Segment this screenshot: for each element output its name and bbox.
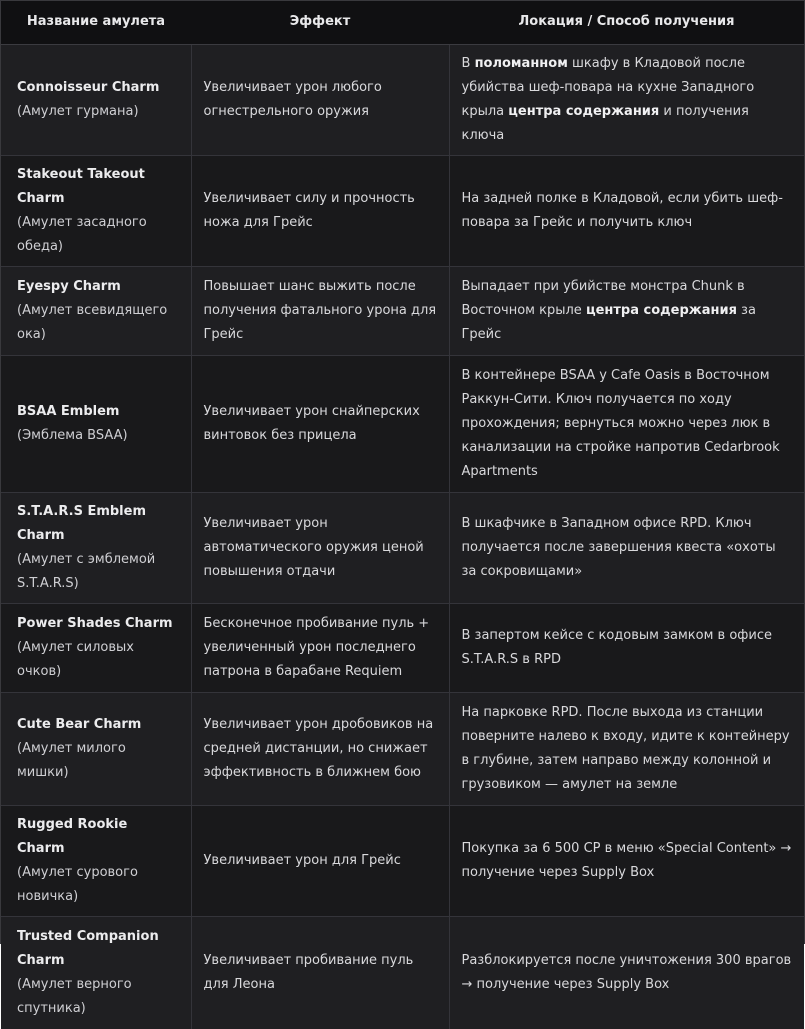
amulet-location-cell xyxy=(449,266,804,355)
amulet-effect-cell: Увеличивает урон дробовиков на средней дистанции, но снижает эффективность в ближнем бою xyxy=(191,692,449,805)
amulet-name-cell xyxy=(1,692,191,805)
amulet-name-cell xyxy=(1,492,191,603)
table-row xyxy=(1,155,804,266)
amulet-name-en: Rugged Rookie Charm xyxy=(17,816,128,856)
amulet-name-ru: (Амулет засадного обеда) xyxy=(17,214,147,254)
amulet-name-cell xyxy=(1,805,191,916)
amulet-name-en: Eyespy Charm xyxy=(17,278,121,294)
amulet-effect-cell: Увеличивает урон для Грейс xyxy=(191,805,449,916)
amulet-effect-cell: Повышает шанс выжить после получения фатального урона для Грейс xyxy=(191,266,449,355)
location-text: В xyxy=(461,55,475,71)
amulet-effect-cell: Бесконечное пробивание пуль + увеличенный урон последнего патрона в барабане Requiem xyxy=(191,603,449,692)
table-row xyxy=(1,44,804,155)
amulet-location-cell xyxy=(449,805,804,916)
amulet-name-en: Connoisseur Charm xyxy=(17,79,160,95)
location-text: шкафу в Кладовой после убийства шеф-повара на кухне Западного крыла xyxy=(461,55,755,119)
table-row xyxy=(1,692,804,805)
amulet-location-cell xyxy=(449,44,804,155)
location-emphasis: поломанном xyxy=(474,55,568,71)
location-text: В шкафчике в Западном офисе RPD. Ключ получается после завершения квеста «охоты за сокровищами» xyxy=(461,515,776,579)
table-row xyxy=(1,916,804,1029)
amulet-effect-cell: Увеличивает урон автоматического оружия ценой повышения отдачи xyxy=(191,492,449,603)
table-row xyxy=(1,355,804,492)
header-name: Название амулета xyxy=(1,1,191,44)
amulet-effect-cell: Увеличивает пробивание пуль для Леона xyxy=(191,916,449,1029)
location-emphasis: центра содержания xyxy=(585,302,737,318)
amulet-name-ru: (Амулет всевидящего ока) xyxy=(17,302,168,342)
table-row xyxy=(1,266,804,355)
amulet-effect-cell: Увеличивает силу и прочность ножа для Грейс xyxy=(191,155,449,266)
amulet-effect-cell: Увеличивает урон снайперских винтовок без прицела xyxy=(191,355,449,492)
amulet-name-ru: (Амулет гурмана) xyxy=(17,103,139,119)
table-body xyxy=(1,44,804,1029)
header-location: Локация / Способ получения xyxy=(449,1,804,44)
amulet-table xyxy=(1,1,804,1029)
amulet-name-ru: (Амулет милого мишки) xyxy=(17,740,126,780)
amulet-location-cell xyxy=(449,355,804,492)
location-text: На парковке RPD. После выхода из станции поверните налево к входу, идите к контейнеру в глубине, затем направо между колонной и грузовиком — амулет на земле xyxy=(461,704,790,792)
location-text: и получения ключа xyxy=(461,103,749,143)
amulet-name-cell xyxy=(1,44,191,155)
amulet-name-cell xyxy=(1,155,191,266)
amulet-name-ru: (Амулет с эмблемой S.T.A.R.S) xyxy=(17,551,156,591)
amulet-location-cell xyxy=(449,692,804,805)
amulet-name-ru: (Эмблема BSAA) xyxy=(17,427,128,443)
location-text: Покупка за 6 500 CP в меню «Special Content» → получение через Supply Box xyxy=(461,840,792,880)
amulet-name-ru: (Амулет силовых очков) xyxy=(17,639,134,679)
amulet-name-en: BSAA Emblem xyxy=(17,403,120,419)
location-text: за Грейс xyxy=(461,302,756,342)
amulet-name-cell xyxy=(1,355,191,492)
amulet-name-en: S.T.A.R.S Emblem Charm xyxy=(17,503,147,543)
location-emphasis: центра содержания xyxy=(508,103,660,119)
amulet-location-cell xyxy=(449,155,804,266)
table-header-row xyxy=(1,1,804,44)
table-row xyxy=(1,603,804,692)
table-row xyxy=(1,492,804,603)
amulet-name-cell xyxy=(1,603,191,692)
location-text: Выпадает при убийстве монстра Chunk в Восточном крыле xyxy=(461,278,745,318)
amulet-location-cell xyxy=(449,603,804,692)
amulet-name-en: Trusted Companion Charm xyxy=(17,928,159,968)
amulet-name-ru: (Амулет сурового новичка) xyxy=(17,864,138,904)
amulet-name-ru: (Амулет верного спутника) xyxy=(17,976,132,1016)
table-header xyxy=(1,1,804,44)
location-text: На задней полке в Кладовой, если убить шеф-повара за Грейс и получить ключ xyxy=(461,190,783,230)
amulet-name-en: Power Shades Charm xyxy=(17,615,173,631)
table-row xyxy=(1,805,804,916)
amulet-location-cell xyxy=(449,916,804,1029)
amulet-name-cell xyxy=(1,916,191,1029)
amulet-location-cell xyxy=(449,492,804,603)
amulet-effect-cell: Увеличивает урон любого огнестрельного оружия xyxy=(191,44,449,155)
location-text: В запертом кейсе с кодовым замком в офисе S.T.A.R.S в RPD xyxy=(461,627,773,667)
amulet-name-en: Stakeout Takeout Charm xyxy=(17,166,145,206)
amulet-name-en: Cute Bear Charm xyxy=(17,716,142,732)
amulet-name-cell xyxy=(1,266,191,355)
location-text: Разблокируется после уничтожения 300 врагов → получение через Supply Box xyxy=(461,952,792,992)
header-effect: Эффект xyxy=(191,1,449,44)
location-text: В контейнере BSAA у Cafe Oasis в Восточном Раккун-Сити. Ключ получается по ходу прохождения; вернуться можно через люк в канализации на стройке напротив Cedarbrook Apartments xyxy=(461,367,780,479)
